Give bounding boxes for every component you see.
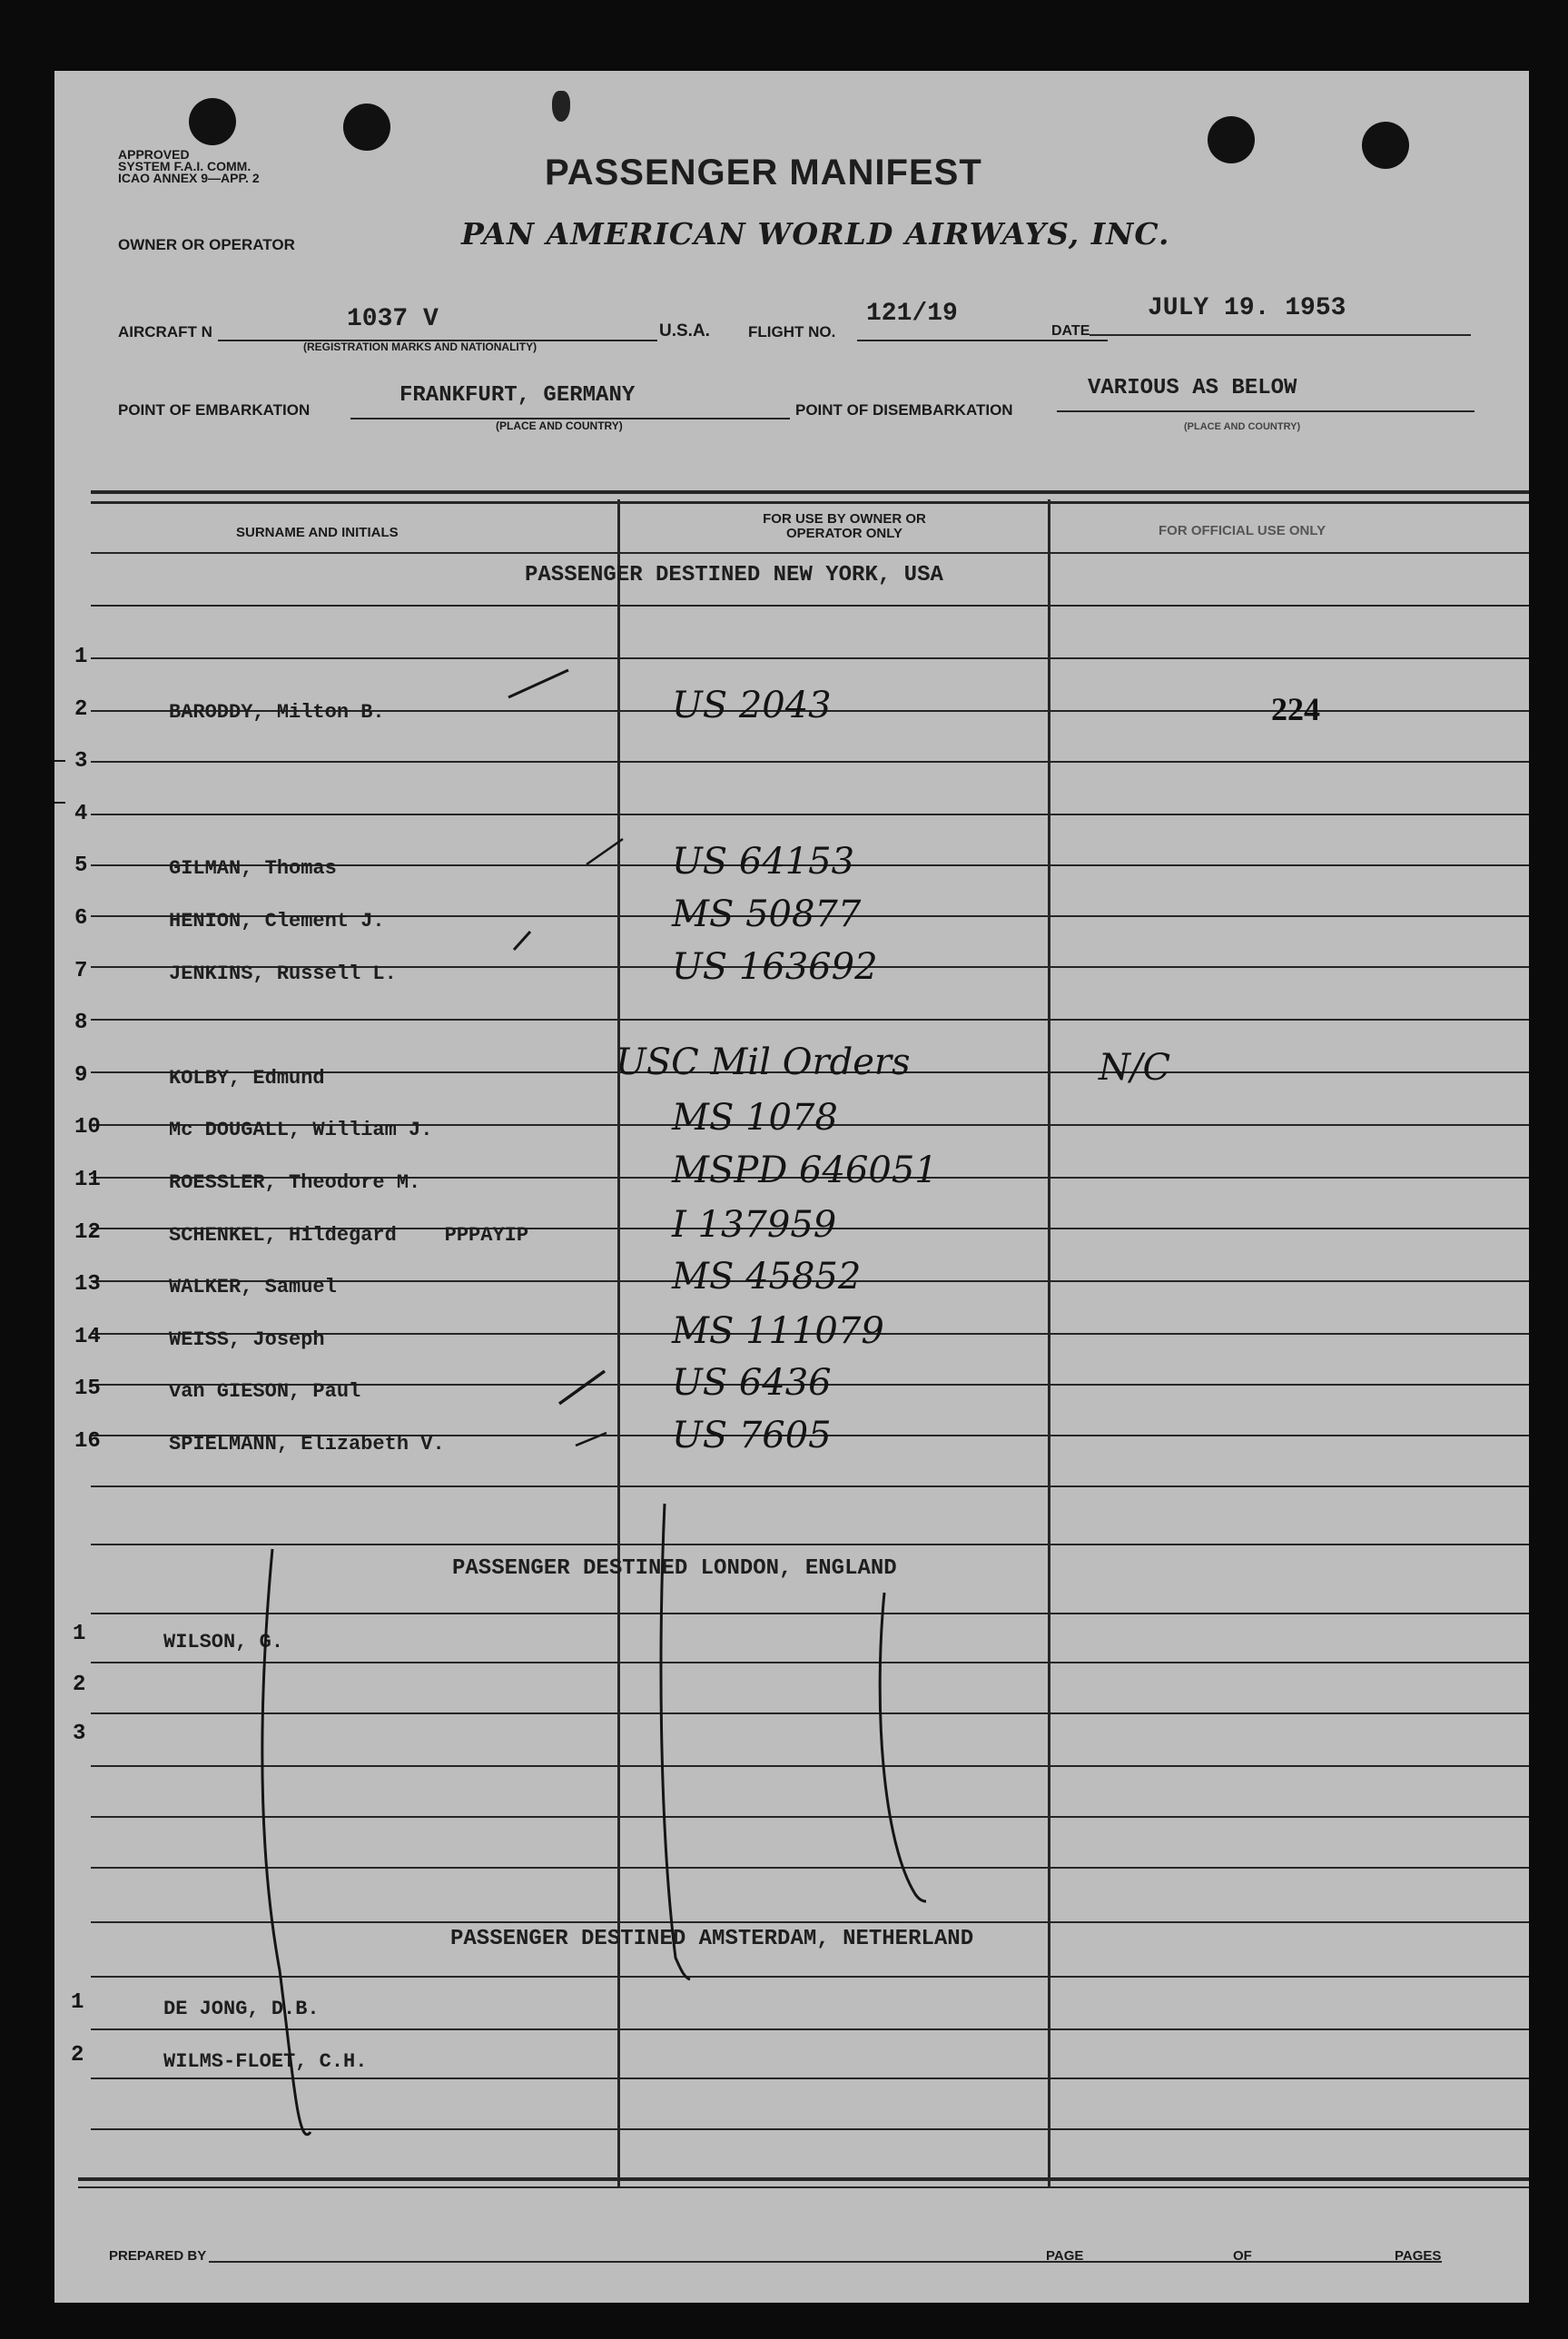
operator-name: PAN AMERICAN WORLD AIRWAYS, INC. — [461, 216, 1170, 252]
passenger-name: WALKER, Samuel — [169, 1276, 337, 1299]
passenger-name: WEISS, Joseph — [169, 1327, 325, 1351]
page-label: PAGE — [1046, 2248, 1084, 2264]
column-header-official: FOR OFFICIAL USE ONLY — [1159, 523, 1326, 538]
usa-label: U.S.A. — [659, 321, 710, 340]
section-heading-new-york: PASSENGER DESTINED NEW YORK, USA — [525, 563, 943, 587]
approval-line: SYSTEM F.A.I. COMM. — [118, 159, 251, 173]
passport-note: MS 45852 — [672, 1256, 862, 1298]
row-number: 15 — [74, 1377, 101, 1402]
row-number: 7 — [74, 958, 88, 983]
passport-note: US 64153 — [672, 841, 855, 883]
owner-label: OWNER OR OPERATOR — [118, 236, 295, 253]
passport-note: US 7605 — [672, 1415, 832, 1456]
row-number: 14 — [74, 1324, 101, 1349]
aircraft-value: 1037 V — [347, 305, 439, 333]
passenger-name: HENION, Clement J. — [169, 910, 385, 933]
approval-line: ICAO ANNEX 9—APP. 2 — [118, 171, 260, 185]
date-value: JULY 19. 1953 — [1148, 294, 1346, 322]
row-number: 16 — [74, 1429, 101, 1454]
passport-note: US 6436 — [672, 1362, 832, 1405]
disembarkation-label: POINT OF DISEMBARKATION — [795, 401, 1013, 419]
row-number: 1 — [71, 1990, 84, 2015]
row-number: 10 — [74, 1115, 101, 1140]
prepared-by-label: PREPARED BY — [109, 2248, 207, 2264]
row-number: 4 — [74, 801, 88, 826]
passport-note: US 163692 — [672, 945, 878, 988]
passport-note: MS 1078 — [672, 1097, 838, 1140]
row-number: 6 — [74, 906, 88, 931]
passport-note: MS 111079 — [672, 1309, 884, 1352]
passenger-name: GILMAN, Thomas — [169, 857, 337, 881]
official-use-value: N/C — [1099, 1046, 1171, 1089]
passport-note: MS 50877 — [672, 893, 862, 935]
disembarkation-value: VARIOUS AS BELOW — [1088, 376, 1297, 400]
pen-bracket-marks — [54, 71, 1529, 2303]
passenger-name: WILMS-FLOET, C.H. — [163, 2050, 368, 2073]
document-title: PASSENGER MANIFEST — [545, 153, 982, 192]
section-heading-amsterdam: PASSENGER DESTINED AMSTERDAM, NETHERLAND — [450, 1927, 974, 1951]
passport-note: US 2043 — [672, 684, 832, 726]
flight-label: FLIGHT NO. — [748, 323, 836, 340]
of-label: OF — [1233, 2248, 1252, 2264]
passport-note: MSPD 646051 — [672, 1150, 938, 1191]
row-number: 1 — [74, 645, 88, 669]
row-number: 1 — [73, 1622, 86, 1646]
passenger-name: WILSON, G. — [163, 1631, 284, 1653]
official-use-value: 224 — [1271, 690, 1320, 727]
row-number: 3 — [73, 1722, 86, 1746]
row-number: 2 — [73, 1673, 86, 1697]
row-number: 2 — [74, 696, 88, 722]
row-number: 5 — [74, 854, 88, 879]
passenger-name: van GIESON, Paul — [169, 1380, 361, 1404]
embarkation-value: FRANKFURT, GERMANY — [399, 383, 636, 408]
passenger-name: KOLBY, Edmund — [169, 1066, 325, 1090]
row-number: 3 — [74, 749, 88, 775]
passenger-name: SCHENKEL, Hildegard PPPAYIP — [169, 1223, 529, 1247]
place-caption: (PLACE AND COUNTRY) — [1184, 421, 1301, 432]
passenger-name: DE JONG, D.B. — [163, 1998, 320, 2020]
row-number: 11 — [74, 1168, 101, 1192]
row-number: 8 — [74, 1011, 88, 1036]
flight-value: 121/19 — [866, 300, 958, 328]
passenger-name: BARODDY, Milton B. — [169, 700, 385, 724]
approval-line: APPROVED — [118, 147, 190, 162]
aircraft-label: AIRCRAFT N — [118, 323, 212, 340]
row-number: 2 — [71, 2043, 84, 2068]
passport-note: USC Mil Orders — [616, 1041, 911, 1083]
registration-caption: (REGISTRATION MARKS AND NATIONALITY) — [303, 340, 537, 353]
passenger-name: Mc DOUGALL, William J. — [169, 1119, 433, 1142]
manifest-sheet — [54, 71, 1529, 2303]
passport-note: I 137959 — [672, 1203, 837, 1246]
row-number: 13 — [74, 1272, 101, 1298]
passenger-name: JENKINS, Russell L. — [169, 962, 397, 985]
row-number: 12 — [74, 1219, 101, 1245]
date-label: DATE — [1051, 323, 1090, 339]
section-heading-london: PASSENGER DESTINED LONDON, ENGLAND — [452, 1556, 897, 1581]
place-caption: (PLACE AND COUNTRY) — [496, 419, 623, 432]
column-header-name: SURNAME AND INITIALS — [236, 525, 399, 540]
passenger-name: ROESSLER, Theodore M. — [169, 1171, 421, 1194]
passenger-name: SPIELMANN, Elizabeth V. — [169, 1433, 445, 1456]
column-header-owner: FOR USE BY OWNER OR OPERATOR ONLY — [763, 511, 926, 541]
row-number: 9 — [74, 1062, 88, 1088]
pages-label: PAGES — [1395, 2248, 1442, 2264]
embarkation-label: POINT OF EMBARKATION — [118, 401, 311, 419]
